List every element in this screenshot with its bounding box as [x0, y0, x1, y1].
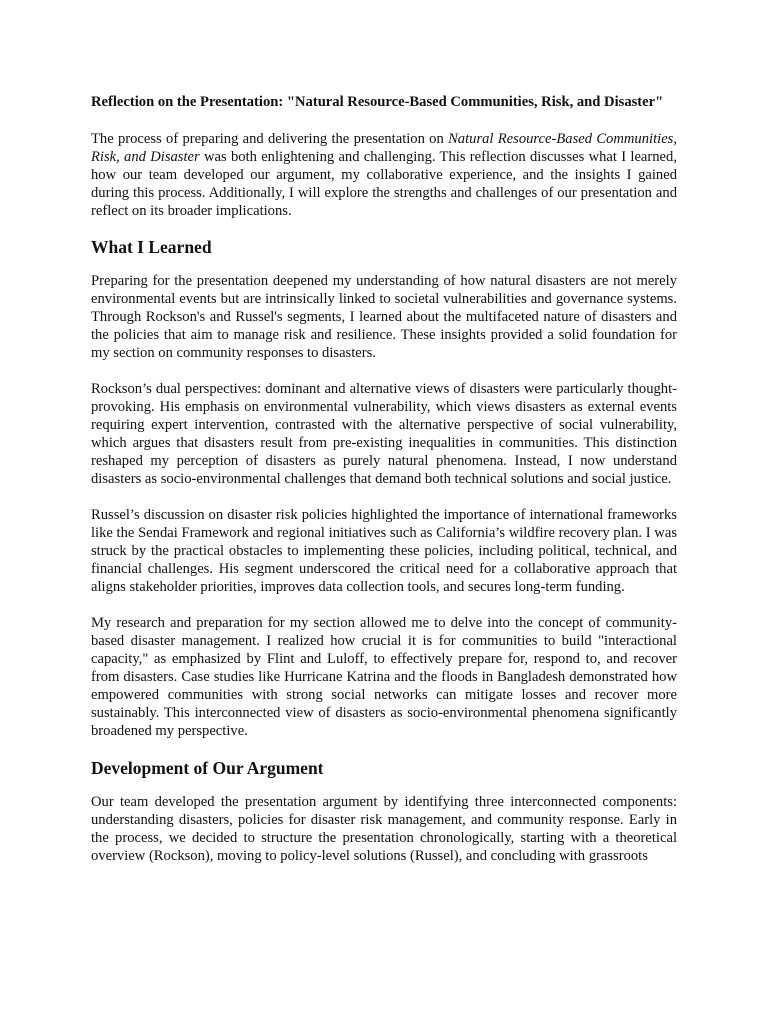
- learned-paragraph-1: Preparing for the presentation deepened my understanding of how natural disasters are not merely environmental events but are intrinsically linked to societal vulnerabilities and governance systems. Through Rockson's and Russel's segments, I learned about the multifaceted nature of disasters and the policies that aim to manage risk and resilience. These insights provided a solid foundation for my section on community responses to disasters.: [91, 273, 677, 361]
- presentation-title-emphasis: Natural Resource-Based Communities, Risk, and Disaster: [91, 131, 677, 165]
- learned-paragraph-2: Rockson’s dual perspectives: dominant and alternative views of disasters were particularly thought-provoking. His emphasis on environmental vulnerability, which views disasters as external events requiring expert intervention, contrasted with the alternative perspective of social vulnerability, which argues that disasters result from pre-existing inequalities in communities. This distinction reshaped my perception of disasters as purely natural phenomena. Instead, I now understand disasters as socio-environmental challenges that demand both technical solutions and social justice.: [91, 381, 677, 487]
- intro-paragraph: [91, 130, 677, 220]
- document-title: Reflection on the Presentation: "Natural Resource-Based Communities, Risk, and Disaster": [91, 94, 664, 110]
- argument-paragraph-1: Our team developed the presentation argument by identifying three interconnected components: understanding disasters, policies for disaster risk management, and community response. Early in the process, we decided to structure the presentation chronologically, starting with a theoretical overview (Rockson), moving to policy-level solutions (Russel), and concluding with grassroots: [91, 794, 677, 864]
- intro-text-start: The process of preparing and delivering the presentation on: [91, 131, 449, 147]
- section-heading-development-of-argument: Development of Our Argument: [91, 758, 324, 778]
- section-heading-what-i-learned: What I Learned: [91, 237, 212, 257]
- intro-text-end: was both enlightening and challenging. This reflection discusses what I learned, how our team developed our argument, my collaborative experience, and the insights I gained during this process. Additionally, I will explore the strengths and challenges of our presentation and reflect on its broader implications.: [91, 149, 677, 219]
- learned-paragraph-3: Russel’s discussion on disaster risk policies highlighted the importance of international frameworks like the Sendai Framework and regional initiatives such as California’s wildfire recovery plan. I was struck by the practical obstacles to implementing these policies, including political, technical, and financial challenges. His segment underscored the critical need for a collaborative approach that aligns stakeholder priorities, improves data collection tools, and secures long-term funding.: [91, 507, 677, 595]
- learned-paragraph-4: My research and preparation for my section allowed me to delve into the concept of community-based disaster management. I realized how crucial it is for communities to build "interactional capacity," as emphasized by Flint and Luloff, to effectively prepare for, respond to, and recover from disasters. Case studies like Hurricane Katrina and the floods in Bangladesh demonstrated how empowered communities with strong social networks can mitigate losses and recover more sustainably. This interconnected view of disasters as socio-environmental phenomena significantly broadened my perspective.: [91, 615, 677, 739]
- document-page: [91, 93, 677, 883]
